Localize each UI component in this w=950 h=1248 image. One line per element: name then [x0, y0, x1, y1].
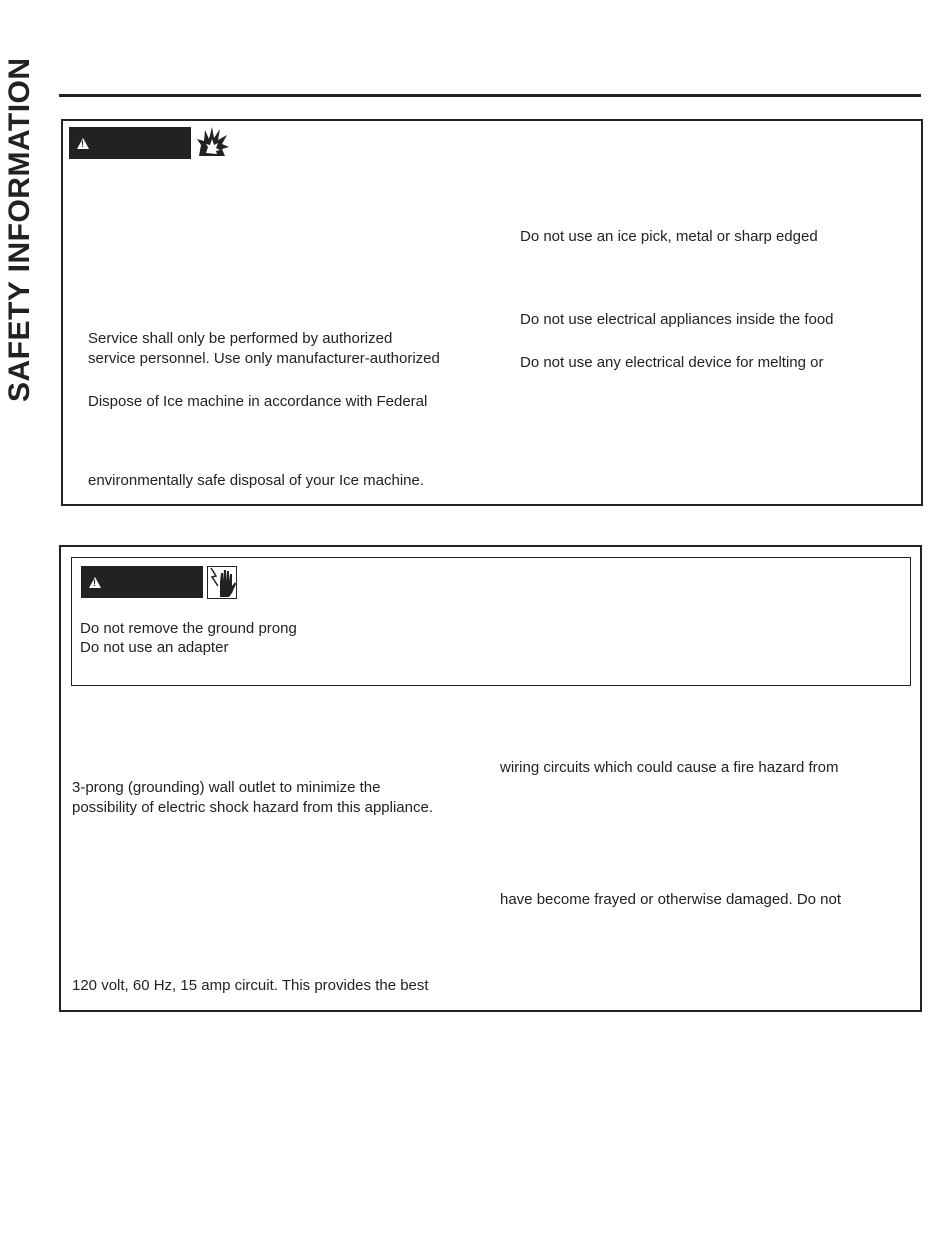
inner-line-2: Do not use an adapter — [80, 639, 229, 656]
inner-line-1: Do not remove the ground prong — [80, 620, 297, 637]
panel-two-left-line-3: 120 volt, 60 Hz, 15 amp circuit. This provides the best — [72, 977, 429, 994]
panel-two-left-line-1: 3-prong (grounding) wall outlet to minimize the — [72, 779, 381, 796]
explosion-icon — [197, 127, 229, 157]
panel-two-left-line-2: possibility of electric shock hazard from this appliance. — [72, 799, 433, 816]
top-rule — [59, 94, 921, 97]
warning-triangle-icon — [77, 138, 89, 149]
panel-one-left-line-4: environmentally safe disposal of your Ice machine. — [88, 472, 425, 489]
panel-one-left-line-1: Service shall only be performed by authorized — [88, 330, 393, 347]
warning-badge — [81, 566, 203, 598]
panel-one-right-line-1: Do not use an ice pick, metal or sharp edged — [520, 228, 818, 245]
panel-two-right-line-1: wiring circuits which could cause a fire hazard from — [500, 759, 839, 776]
section-title: SAFETY INFORMATION — [3, 57, 36, 402]
panel-one-right-line-3: Do not use any electrical device for melting or — [520, 354, 824, 371]
panel-one-left-line-2: service personnel. Use only manufacturer-authorized — [88, 350, 440, 367]
electric-shock-icon — [207, 566, 237, 599]
warning-badge — [69, 127, 191, 159]
panel-one-right-line-2: Do not use electrical appliances inside the food — [520, 311, 834, 328]
panel-two-right-line-2: have become frayed or otherwise damaged. Do not — [500, 891, 842, 908]
warning-triangle-icon — [89, 577, 101, 588]
panel-one-left-line-3: Dispose of Ice machine in accordance with Federal — [88, 393, 428, 410]
